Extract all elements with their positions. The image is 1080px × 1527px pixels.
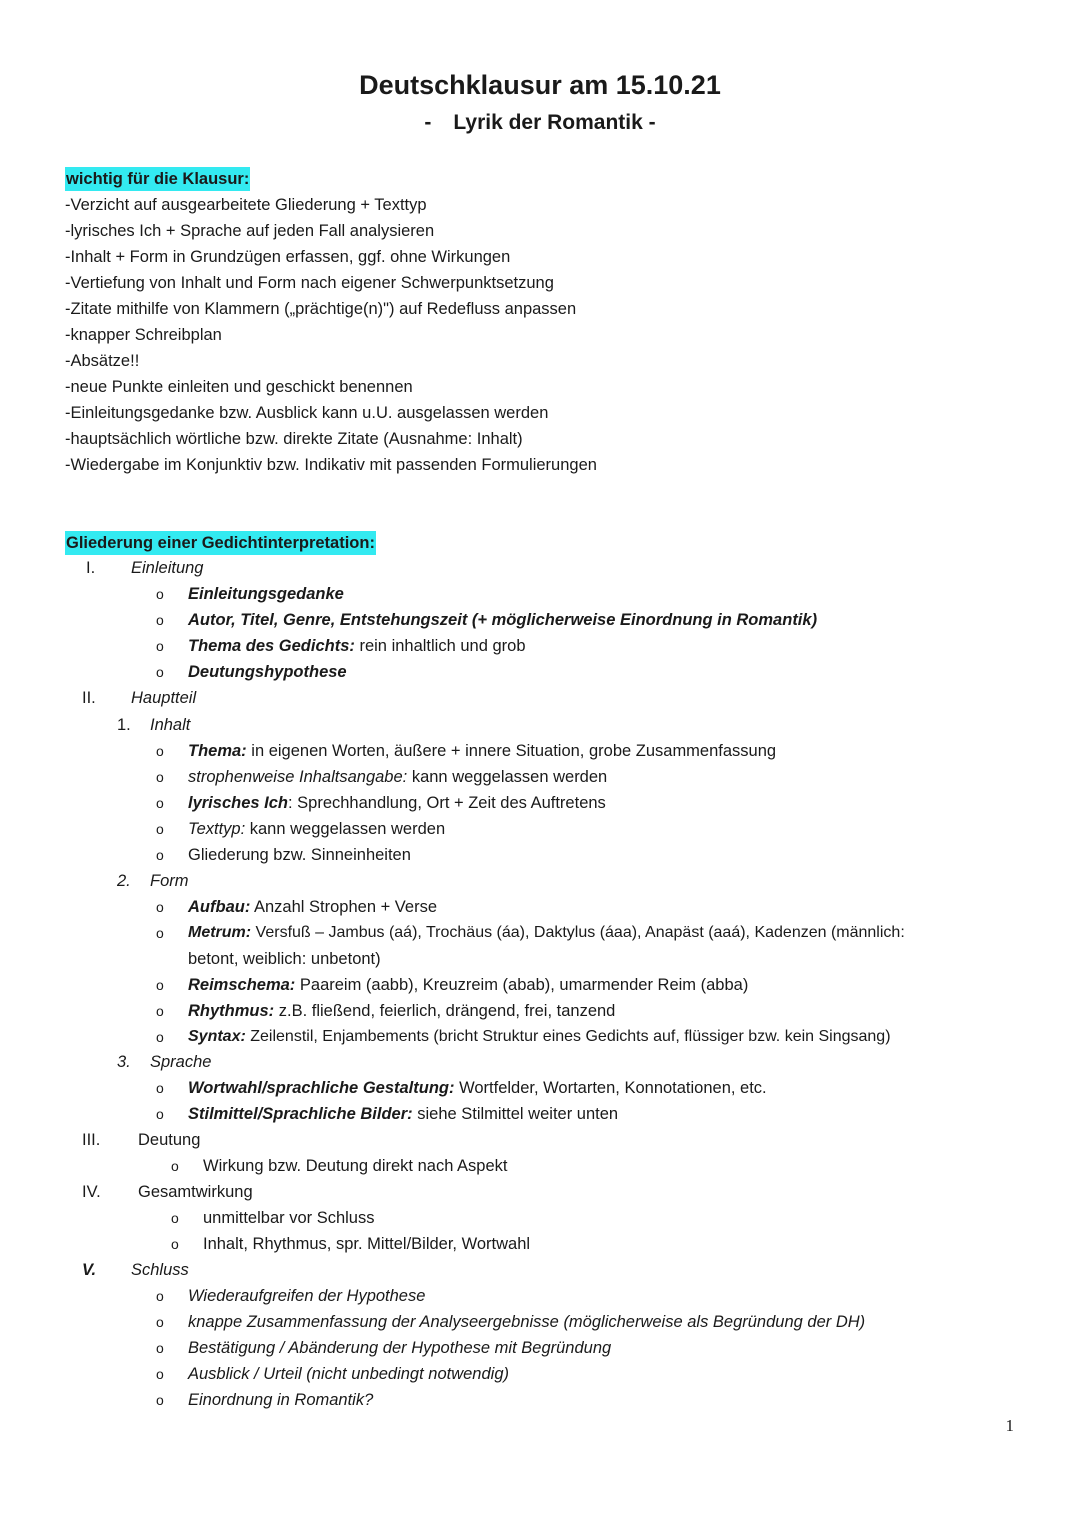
bullet-icon: o	[156, 1106, 164, 1122]
bullet-icon: o	[156, 1392, 164, 1408]
outline-item: Metrum: Versfuß – Jambus (aá), Trochäus (áa), Daktylus (áaa), Anapäst (aaá), Kadenzen (männlich:	[188, 924, 905, 941]
bullet-icon: o	[156, 664, 164, 680]
bullet-icon: o	[156, 1314, 164, 1330]
outline-item: Stilmittel/Sprachliche Bilder: siehe Stilmittel weiter unten	[188, 1105, 619, 1123]
outline-item: Syntax: Zeilenstil, Enjambements (bricht Struktur eines Gedichts auf, flüssiger bzw. kein Singsang)	[188, 1028, 891, 1045]
bullet-icon: o	[156, 1366, 164, 1382]
bullet-icon: o	[156, 638, 164, 654]
outline-label-inhalt: Inhalt	[150, 716, 191, 734]
wichtig-item: -hauptsächlich wörtliche bzw. direkte Zitate (Ausnahme: Inhalt)	[65, 430, 523, 448]
outline-item: Bestätigung / Abänderung der Hypothese mit Begründung	[188, 1339, 612, 1357]
outline-item: lyrisches Ich: Sprechhandlung, Ort + Zeit des Auftretens	[188, 794, 606, 812]
outline-item: Wortwahl/sprachliche Gestaltung: Wortfelder, Wortarten, Konnotationen, etc.	[188, 1079, 767, 1097]
outline-item: Wiederaufgreifen der Hypothese	[188, 1287, 426, 1305]
outline-item: Texttyp: kann weggelassen werden	[188, 820, 446, 838]
outline-item: Einordnung in Romantik?	[188, 1391, 374, 1409]
outline-label-form: Form	[150, 872, 189, 890]
outline-label-deutung: Deutung	[138, 1131, 201, 1149]
outline-item: Gliederung bzw. Sinneinheiten	[188, 846, 411, 864]
bullet-icon: o	[156, 612, 164, 628]
bullet-icon: o	[156, 1080, 164, 1096]
page-title: Deutschklausur am 15.10.21	[359, 70, 721, 100]
wichtig-item: -Einleitungsgedanke bzw. Ausblick kann u.U. ausgelassen werden	[65, 404, 549, 422]
bullet-icon: o	[156, 847, 164, 863]
outline-item-continuation: betont, weiblich: unbetont)	[188, 950, 381, 968]
outline-item: Aufbau: Anzahl Strophen + Verse	[188, 898, 438, 916]
outline-item: strophenweise Inhaltsangabe: kann weggelassen werden	[188, 768, 608, 786]
subtitle-text: Lyrik der Romantik -	[453, 111, 656, 134]
bullet-icon: o	[156, 821, 164, 837]
wichtig-item: -Absätze!!	[65, 352, 140, 370]
outline-item: Wirkung bzw. Deutung direkt nach Aspekt	[203, 1157, 508, 1175]
outline-num-2: 2.	[117, 872, 131, 890]
outline-item: Rhythmus: z.B. fließend, feierlich, drängend, frei, tanzend	[188, 1002, 616, 1020]
bullet-icon: o	[171, 1236, 179, 1252]
bullet-icon: o	[156, 1288, 164, 1304]
bullet-icon: o	[156, 977, 164, 993]
subtitle-dash: -	[424, 111, 432, 134]
bullet-icon: o	[156, 769, 164, 785]
outline-label-einleitung: Einleitung	[131, 559, 204, 577]
bullet-icon: o	[156, 1003, 164, 1019]
outline-num-I: I.	[86, 559, 96, 577]
wichtig-item: -Wiedergabe im Konjunktiv bzw. Indikativ mit passenden Formulierungen	[65, 456, 597, 474]
outline-label-schluss: Schluss	[131, 1261, 189, 1279]
wichtig-item: -Vertiefung von Inhalt und Form nach eigener Schwerpunktsetzung	[65, 274, 554, 292]
outline-item: Einleitungsgedanke	[188, 585, 344, 603]
outline-label-hauptteil: Hauptteil	[131, 689, 197, 707]
outline-item: unmittelbar vor Schluss	[203, 1209, 375, 1227]
wichtig-item: -Zitate mithilfe von Klammern („prächtige(n)") auf Redefluss anpassen	[65, 300, 577, 318]
outline-item: Autor, Titel, Genre, Entstehungszeit (+ möglicherweise Einordnung in Romantik)	[188, 611, 818, 629]
wichtig-item: -Inhalt + Form in Grundzügen erfassen, ggf. ohne Wirkungen	[65, 248, 511, 266]
bullet-icon: o	[156, 743, 164, 759]
outline-label-sprache: Sprache	[150, 1053, 212, 1071]
outline-num-III: III.	[82, 1131, 101, 1149]
bullet-icon: o	[156, 925, 164, 941]
bullet-icon: o	[156, 899, 164, 915]
wichtig-item: -neue Punkte einleiten und geschickt benennen	[65, 378, 413, 396]
outline-item: Thema: in eigenen Worten, äußere + innere Situation, grobe Zusammenfassung	[188, 742, 777, 760]
wichtig-section	[65, 167, 597, 478]
bullet-icon: o	[171, 1158, 179, 1174]
outline-item: Reimschema: Paareim (aabb), Kreuzreim (abab), umarmender Reim (abba)	[188, 976, 749, 994]
gliederung-heading: Gliederung einer Gedichtinterpretation:	[65, 531, 376, 555]
wichtig-item: -knapper Schreibplan	[65, 326, 222, 344]
bullet-icon: o	[156, 795, 164, 811]
gliederung-heading-wrap	[65, 531, 376, 555]
outline-item: Inhalt, Rhythmus, spr. Mittel/Bilder, Wortwahl	[203, 1235, 531, 1253]
bullet-icon: o	[156, 586, 164, 602]
outline-item: Thema des Gedichts: rein inhaltlich und grob	[188, 637, 526, 655]
bullet-icon: o	[156, 1340, 164, 1356]
outline-num-IV: IV.	[82, 1183, 101, 1201]
page-number: 1	[1005, 1416, 1014, 1435]
bullet-icon: o	[171, 1210, 179, 1226]
outline-num-V: V.	[82, 1261, 97, 1279]
outline-num-II: II.	[82, 689, 96, 707]
wichtig-item: -Verzicht auf ausgearbeitete Gliederung + Texttyp	[65, 196, 427, 214]
bullet-icon: o	[156, 1029, 164, 1045]
wichtig-item: -lyrisches Ich + Sprache auf jeden Fall analysieren	[65, 222, 435, 240]
wichtig-heading: wichtig für die Klausur:	[65, 167, 250, 191]
outline-label-gesamtwirkung: Gesamtwirkung	[138, 1183, 253, 1201]
outline-num-1: 1.	[117, 716, 131, 734]
outline-num-3: 3.	[117, 1053, 131, 1071]
page-subtitle	[0, 111, 1080, 135]
outline-item: Deutungshypothese	[188, 663, 347, 681]
outline-item: Ausblick / Urteil (nicht unbedingt notwendig)	[188, 1365, 510, 1383]
outline-item: knappe Zusammenfassung der Analyseergebnisse (möglicherweise als Begründung der DH)	[188, 1313, 866, 1331]
